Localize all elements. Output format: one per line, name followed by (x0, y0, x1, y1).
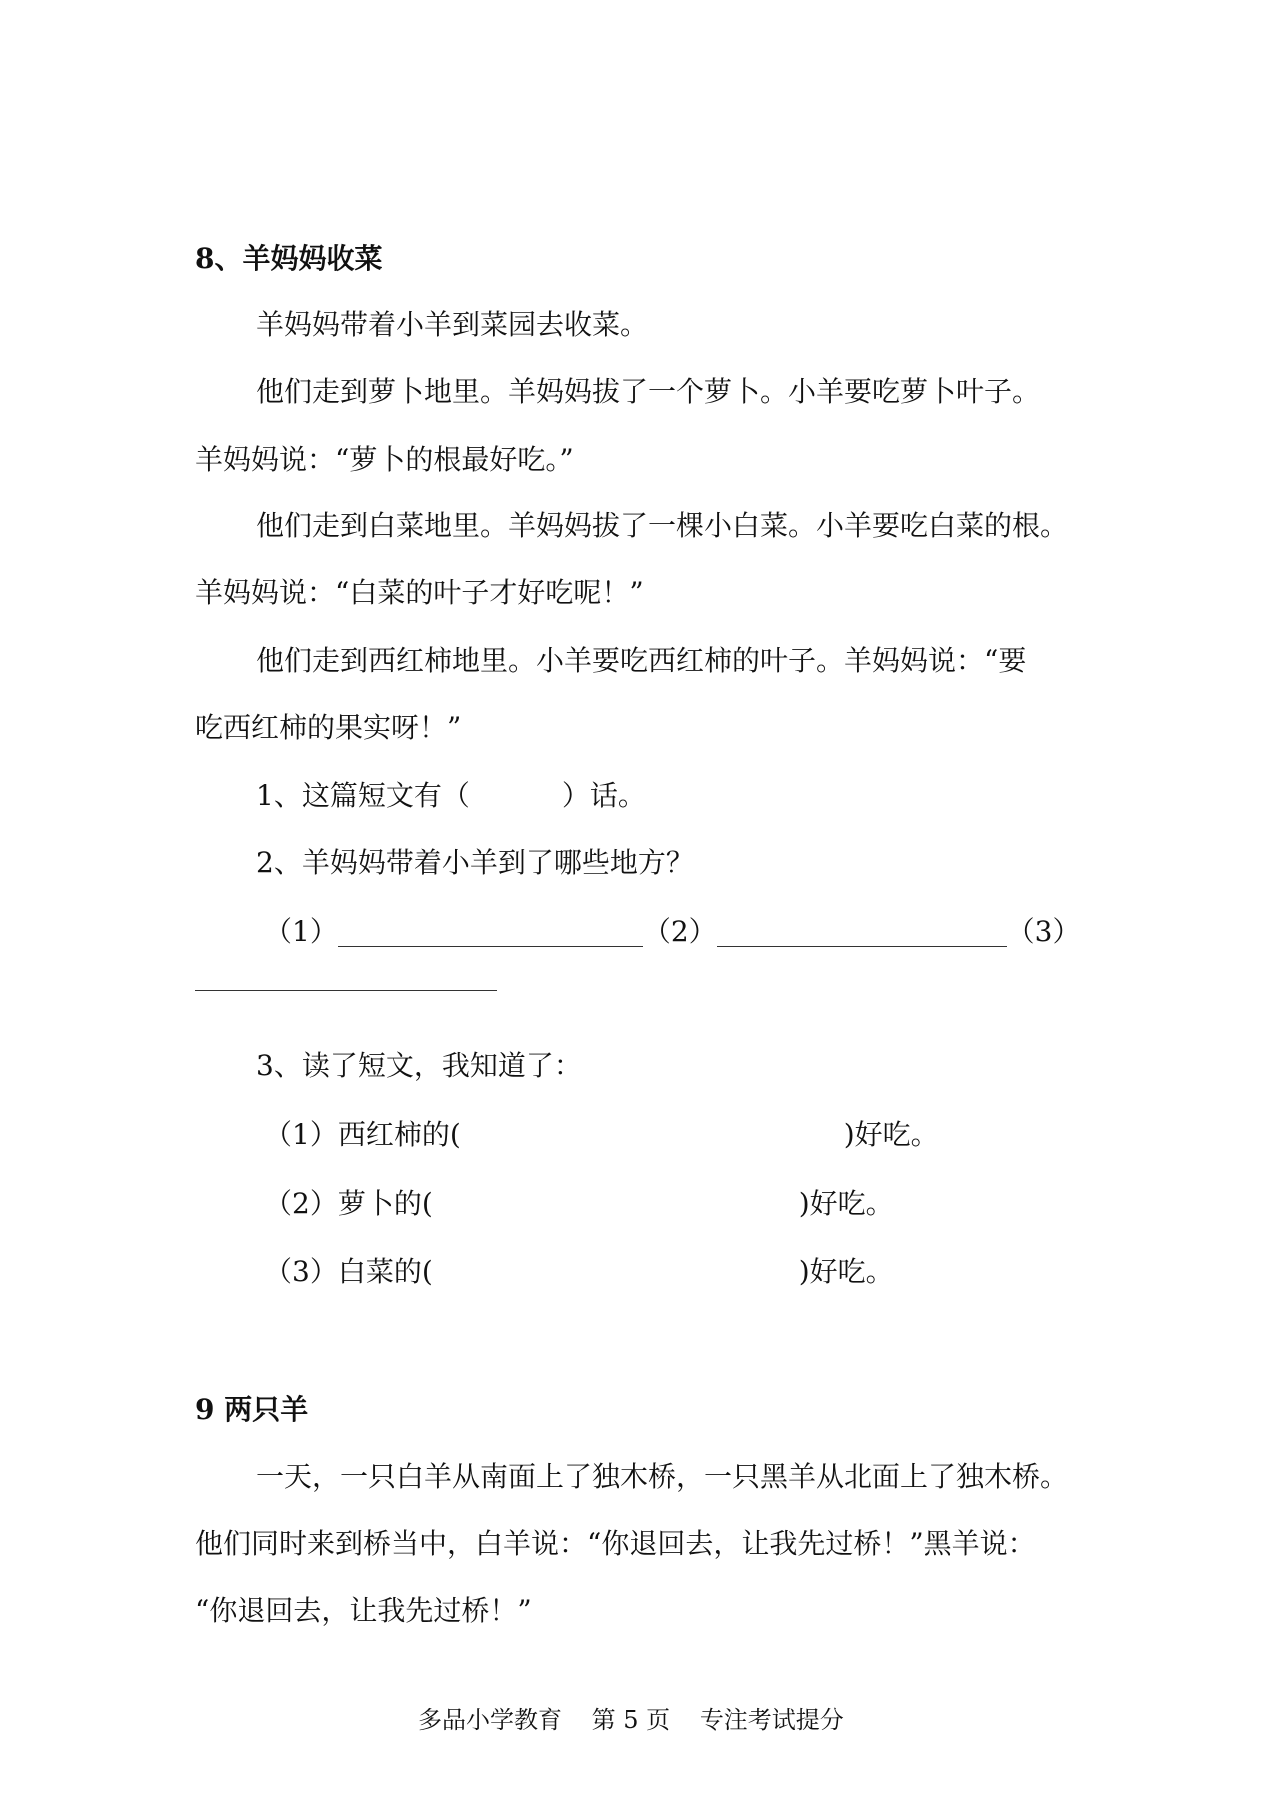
question-1-prefix: 1、这篇短文有（ (256, 779, 470, 812)
story8-para2-line1: 他们走到萝卜地里。羊妈妈拔了一个萝卜。小羊要吃萝卜叶子。 (256, 375, 1041, 408)
question-3b (264, 1184, 894, 1224)
question-2-answer-blank-2[interactable] (717, 918, 1007, 947)
question-1 (256, 776, 646, 816)
question-2-label-1: （1） (264, 915, 338, 948)
story8-para2-line2: 羊妈妈说：“萝卜的根最好吃。” (195, 443, 574, 476)
question-3c-suffix: )好吃。 (798, 1255, 894, 1288)
question-3c-prefix: （3）白菜的( (264, 1255, 433, 1288)
question-2-label-2: （2） (642, 915, 717, 948)
question-2-answer-blank-1[interactable] (338, 918, 643, 947)
story9-title: 9 两只羊 (195, 1393, 309, 1426)
story8-para4-line1: 他们走到西红柿地里。小羊要吃西红柿的叶子。羊妈妈说：“要 (256, 644, 1027, 677)
story8-title: 8、羊妈妈收菜 (195, 242, 383, 275)
question-3b-prefix: （2）萝卜的( (264, 1187, 433, 1220)
question-3a-suffix: )好吃。 (843, 1118, 939, 1151)
story9-para1-line3: “你退回去，让我先过桥！” (195, 1594, 532, 1627)
story8-para4-line2: 吃西红柿的果实呀！” (195, 711, 462, 744)
footer-slogan: 专注考试提分 (699, 1706, 844, 1734)
question-3: 3、读了短文，我知道了： (256, 1049, 582, 1082)
question-2-answer-blank-3[interactable] (195, 990, 497, 991)
question-1-suffix: ）话。 (561, 779, 646, 812)
footer-page-number: 第 5 页 (591, 1706, 671, 1734)
story9-para1-line2: 他们同时来到桥当中，白羊说：“你退回去，让我先过桥！”黑羊说： (195, 1527, 1036, 1560)
question-3b-suffix: )好吃。 (798, 1187, 894, 1220)
question-3c (264, 1252, 894, 1292)
story8-para3-line2: 羊妈妈说：“白菜的叶子才好吃呢！” (195, 576, 644, 609)
question-2: 2、羊妈妈带着小羊到了哪些地方？ (256, 846, 694, 879)
page-footer (418, 1700, 844, 1740)
question-3a (264, 1115, 939, 1155)
story8-para1: 羊妈妈带着小羊到菜园去收菜。 (256, 308, 649, 341)
question-2-answers (264, 912, 1080, 952)
story8-para3-line1: 他们走到白菜地里。羊妈妈拔了一棵小白菜。小羊要吃白菜的根。 (256, 509, 1069, 542)
question-3a-prefix: （1）西红柿的( (264, 1118, 461, 1151)
story9-para1-line1: 一天，一只白羊从南面上了独木桥，一只黑羊从北面上了独木桥。 (256, 1460, 1069, 1493)
footer-publisher: 多品小学教育 (418, 1706, 562, 1734)
question-2-label-3: （3） (1006, 915, 1081, 948)
